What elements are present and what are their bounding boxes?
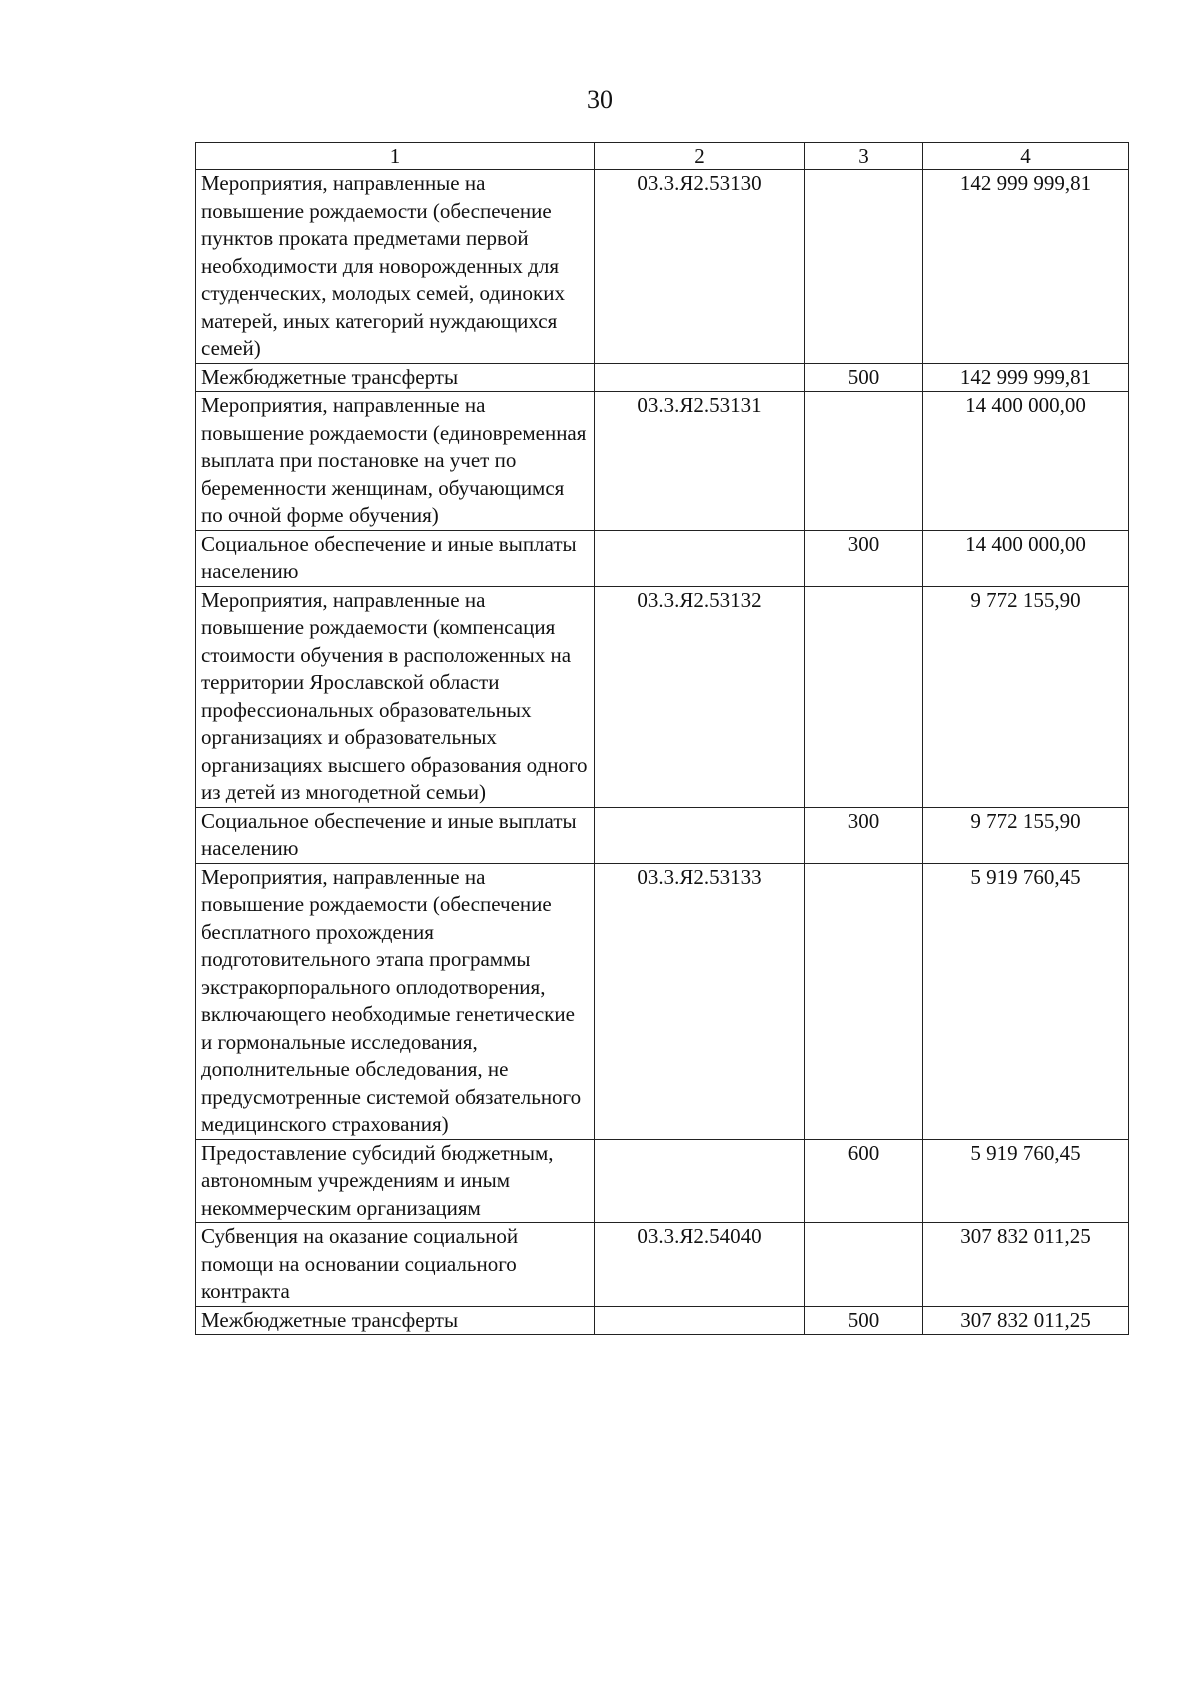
header-col-1: 1: [196, 143, 595, 170]
table-row: [196, 363, 1129, 392]
header-col-3: 3: [805, 143, 923, 170]
row-amount: 9 772 155,90: [923, 586, 1129, 807]
row-name: Предоставление субсидий бюджетным, автономным учреждениям и иным некоммерческим организациям: [196, 1139, 595, 1223]
row-expense-type: [805, 392, 923, 531]
table-row: [196, 530, 1129, 586]
row-code: 03.3.Я2.53130: [595, 170, 805, 364]
budget-table: [195, 142, 1129, 1335]
row-amount: 142 999 999,81: [923, 363, 1129, 392]
table-body: [196, 170, 1129, 1335]
row-expense-type: [805, 863, 923, 1139]
row-expense-type: [805, 1223, 923, 1307]
table-row: [196, 392, 1129, 531]
page-number: 30: [587, 85, 613, 114]
table-row: [196, 863, 1129, 1139]
header-row: [196, 143, 1129, 170]
row-code: [595, 530, 805, 586]
row-code: [595, 363, 805, 392]
header-col-2: 2: [595, 143, 805, 170]
row-code: 03.3.Я2.53131: [595, 392, 805, 531]
row-code: [595, 1139, 805, 1223]
row-amount: 5 919 760,45: [923, 1139, 1129, 1223]
row-name: Мероприятия, направленные на повышение рождаемости (компенсация стоимости обучения в расположенных на территории Ярославской области профессиональных образовательных организациях и образовательных организациях высшего образования одного из детей из многодетной семьи): [196, 586, 595, 807]
table-row: [196, 586, 1129, 807]
table-row: [196, 1306, 1129, 1335]
row-code: [595, 1306, 805, 1335]
row-code: [595, 807, 805, 863]
row-name: Межбюджетные трансферты: [196, 363, 595, 392]
row-code: 03.3.Я2.54040: [595, 1223, 805, 1307]
row-amount: 307 832 011,25: [923, 1223, 1129, 1307]
row-amount: 307 832 011,25: [923, 1306, 1129, 1335]
table-row: [196, 1139, 1129, 1223]
row-name: Межбюджетные трансферты: [196, 1306, 595, 1335]
row-expense-type: 500: [805, 1306, 923, 1335]
row-expense-type: 600: [805, 1139, 923, 1223]
row-amount: 9 772 155,90: [923, 807, 1129, 863]
row-name: Мероприятия, направленные на повышение рождаемости (обеспечение пунктов проката предметами первой необходимости для новорожденных для студенческих, молодых семей, одиноких матерей, иных категорий нуждающихся семей): [196, 170, 595, 364]
row-expense-type: 300: [805, 530, 923, 586]
row-name: Субвенция на оказание социальной помощи на основании социального контракта: [196, 1223, 595, 1307]
row-amount: 14 400 000,00: [923, 392, 1129, 531]
row-name: Социальное обеспечение и иные выплаты населению: [196, 530, 595, 586]
row-name: Мероприятия, направленные на повышение рождаемости (обеспечение бесплатного прохождения подготовительного этапа программы экстракорпорального оплодотворения, включающего необходимые генетические и гормональные исследования, дополнительные обследования, не предусмотренные системой обязательного медицинского страхования): [196, 863, 595, 1139]
row-amount: 14 400 000,00: [923, 530, 1129, 586]
row-code: 03.3.Я2.53132: [595, 586, 805, 807]
row-expense-type: [805, 586, 923, 807]
table-row: [196, 1223, 1129, 1307]
table-row: [196, 807, 1129, 863]
table-row: [196, 170, 1129, 364]
header-col-4: 4: [923, 143, 1129, 170]
row-name: Социальное обеспечение и иные выплаты населению: [196, 807, 595, 863]
row-expense-type: 300: [805, 807, 923, 863]
row-name: Мероприятия, направленные на повышение рождаемости (единовременная выплата при постановке на учет по беременности женщинам, обучающимся по очной форме обучения): [196, 392, 595, 531]
row-expense-type: [805, 170, 923, 364]
row-amount: 5 919 760,45: [923, 863, 1129, 1139]
row-expense-type: 500: [805, 363, 923, 392]
row-amount: 142 999 999,81: [923, 170, 1129, 364]
table-header: [196, 143, 1129, 170]
row-code: 03.3.Я2.53133: [595, 863, 805, 1139]
